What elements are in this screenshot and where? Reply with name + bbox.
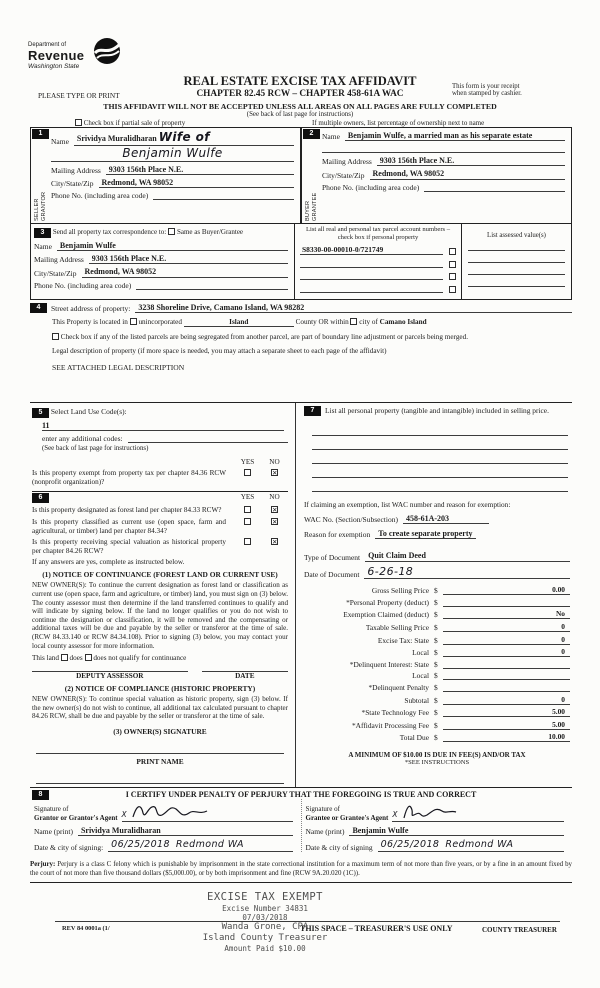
dollar-sign: $ [434,733,438,743]
right-column [296,403,572,788]
seller-mailing-label: Mailing Address [51,165,101,175]
segregated-row [52,333,572,341]
fee-row-excise-state [304,635,570,645]
partial-sale-label: Check box if partial sale of property [83,119,186,127]
dollar-sign: $ [434,610,438,620]
parcel-line-2 [300,259,443,268]
fee-label: *Delinquent Interest: State [349,659,429,669]
parcel-line-4 [300,284,443,293]
assessed-values-box [462,224,572,300]
stamp-treasurer-title: Island County Treasurer [202,933,328,944]
logo-state-text: Washington State [28,63,80,70]
buyer-side-word1: BUYER [304,200,311,221]
reason-value: To create separate property [375,529,475,539]
fee-value [443,683,570,692]
pp-line-2 [312,436,568,450]
doc-type-label: Type of Document [304,552,361,562]
fee-value: No [443,609,570,619]
current-use-question-text: Is this property classified as current use (open space, farm and agricultural, or timber) land per chapter 84.34? [32,517,226,535]
grantee-date-city-value [378,840,564,852]
parties-row [30,127,572,224]
corr-name-value: Benjamin Wulfe [57,241,288,251]
grantor-name-print-value: Srividya Muralidharan [78,826,293,836]
fee-row-delinq-local [304,671,570,680]
fee-value: 10.00 [443,732,570,742]
box6-yn-header [234,493,288,503]
dollar-sign: $ [434,586,438,596]
land-use-code-value: 11 [42,421,284,431]
main-columns [30,402,572,788]
unincorporated-checkbox [130,318,137,325]
fee-value [443,671,570,680]
box5-yn-header [32,458,288,466]
personal-property-label: List all personal property (tangible and intangible) included in selling price. [325,406,549,415]
buyer-phone-value [424,183,565,192]
stamp-treasurer-name: Wanda Grone, CPA [221,922,309,933]
county-treasurer-label: COUNTY TREASURER [482,926,557,934]
fee-value: 0.00 [443,585,570,595]
doc-date-label: Date of Document [304,570,360,580]
street-address-value: 3238 Shoreline Drive, Camano Island, WA 98282 [135,303,356,313]
fee-row-penalty [304,683,570,692]
q2-no-checkbox: ✕ [272,517,278,526]
accept-notice: THIS AFFIDAVIT WILL NOT BE ACCEPTED UNLESS ALL AREAS ON ALL PAGES ARE FULLY COMPLETED [103,102,497,111]
buyer-phone-label: Phone No. (including area code) [322,182,420,192]
logo-revenue-text: Revenue [28,48,85,63]
box6-no-header: NO [269,493,280,502]
segregated-checkbox [52,333,59,340]
parcel-3-checkbox [449,273,456,280]
tax-correspondence-box [30,224,295,300]
print-name-line [36,773,284,784]
print-name-title: PRINT NAME [136,757,184,767]
corr-mailing-label: Mailing Address [34,255,84,265]
grantor-name-print-label: Name (print) [34,827,73,837]
seller-name-label: Name [51,136,69,146]
section-3-badge: 3 [34,228,51,238]
fee-label: *Affidavit Processing Fee [351,720,429,730]
buyer-name-value: Benjamin Wulfe, a married man as his separate estate [345,131,565,141]
logo-dept-text: Department of [28,42,67,48]
seller-side-label [33,144,48,221]
wac-intro: If claiming an exemption, list WAC number and reason for exemption: [304,500,511,509]
form-rev-number: REV 84 0001a (1/ [62,925,110,932]
wac-value: 458-61A-203 [403,514,490,524]
parcel-numbers-header: List all real and personal tax parcel account numbers – check box if personal property [305,226,451,241]
seller-name-typed: Srividya Muralidharan [76,134,157,143]
dollar-sign: $ [434,597,438,607]
same-as-buyer-label: Same as Buyer/Grantee [176,228,244,236]
current-use-question [32,518,288,535]
q1-yes-cell [234,506,261,515]
street-address-label: Street address of property: [51,304,131,314]
fee-label: Local [412,648,429,658]
notice-continuance-title: (1) NOTICE OF CONTINUANCE (FOREST LAND OR CURRENT USE) [42,570,278,580]
fee-label: Exemption Claimed (deduct) [343,610,429,620]
pp-line-3 [312,450,568,464]
unincorporated-label: unincorporated [138,318,182,327]
does-not-label: does not qualify for continuance [93,654,187,663]
partial-sale-row [75,119,185,127]
certification-section [30,787,572,852]
legal-description-value: SEE ATTACHED LEGAL DESCRIPTION [52,363,185,373]
additional-codes-value [128,434,288,443]
buyer-csz-label: City/State/Zip [322,170,365,180]
dollar-sign: $ [434,635,438,645]
buyer-name-label: Name [322,132,340,142]
stamp-exempt-line: EXCISE TAX EXEMPT [207,891,323,903]
revenue-swoosh-icon [92,36,122,66]
fee-row-subtotal [304,695,570,705]
q1-yes-checkbox [244,506,251,513]
corr-csz-label: City/State/Zip [34,268,77,278]
grantor-signature-line [122,801,293,822]
located-in-label: This Property is located in [52,318,128,327]
section-2-badge: 2 [303,129,320,139]
does-checkbox [61,654,68,661]
grantor-city-handwriting: Redmond WA [175,839,244,851]
stamp-date: 07/03/2018 [242,912,288,922]
section-4-badge: 4 [30,303,47,313]
grantor-sig-label [34,805,118,822]
buyer-mailing-label: Mailing Address [322,157,372,167]
grantee-sig-label [306,805,389,822]
wac-label: WAC No. (Section/Subsection) [304,515,398,525]
seller-csz-value: Redmond, WA 98052 [99,178,295,188]
chapter-line: CHAPTER 82.45 RCW – CHAPTER 458-61A WAC [196,89,404,99]
buyer-mailing-value: 9303 156th Place N.E. [377,156,565,166]
q2-no-cell [261,518,288,535]
perjury-text: Perjury is a class C felony which is punishable by imprisonment in the state correctional institution for a maximum term of not more than five years, or by a fine in an amount fixed by the court of not more than five thousand dollars ($5,000.00), or by both imprisonment and fine (RCW 9A.20.020 (1C)). [30,861,572,877]
treasurer-stamp [160,891,370,953]
correspondence-parcels-row [30,224,572,300]
notice-compliance-body: NEW OWNER(S): To continue special valuation as historic property, sign (3) below. If the new owner(s) do not wish to continue, all additional tax calculated pursuant to chapter 84.26 RCW, shall be due and payable by the seller or transferor at the time of sale. [32,695,288,721]
grantee-date-city-label: Date & city of signing [305,843,373,853]
buyer-side-label [304,144,319,221]
receipt-note-line2: when stamped by cashier. [452,90,522,97]
exempt-question-row [32,469,288,486]
owners-signature-line [36,743,284,754]
fee-row-personal [304,598,570,607]
box6-yes-header: YES [240,493,255,502]
fee-label: Gross Selling Price [371,586,429,596]
dollar-sign: $ [434,720,438,730]
grantor-x-mark: X [121,810,128,819]
dollar-sign: $ [434,671,438,681]
q3-no-cell [261,538,288,555]
fee-value: 0 [443,647,570,657]
treasurer-space-label: THIS SPACE – TREASURER'S USE ONLY [300,924,453,933]
property-address-section [30,300,572,372]
seller-name-handwriting1: Wife of [158,130,210,144]
exempt-yes-checkbox [244,469,251,476]
grantee-signature-line [392,801,564,822]
legal-description-label: Legal description of property (if more space is needed, you may attach a separate sheet to each page of the affidavit) [52,347,387,356]
parcel-number-value: S8330-00-00010-0/721749 [300,245,443,255]
grantee-sig-label-line2: Grantee or Grantee's Agent [305,813,389,822]
box5-no-header: NO [269,458,280,466]
grantor-date-city-value [108,840,292,852]
additional-codes-label: enter any additional codes: [42,434,123,443]
q1-no-cell [261,506,288,515]
city-value: Camano Island [379,318,427,327]
fee-label: *State Technology Fee [361,708,429,718]
grantor-date-handwriting: 06/25/2018 [111,839,170,851]
fee-value [443,660,570,669]
corr-name-label: Name [34,242,52,252]
certify-statement: I CERTIFY UNDER PENALTY OF PERJURY THAT THE FOREGOING IS TRUE AND CORRECT [125,790,477,799]
q3-no-checkbox: ✕ [272,538,278,547]
perjury-lead: Perjury: [30,861,56,868]
fee-row-exemption [304,609,570,619]
seller-csz-label: City/State/Zip [51,178,94,188]
fee-value: 5.00 [443,720,570,730]
fee-label: Subtotal [404,695,429,705]
notice-continuance-body: NEW OWNER(S): To continue the current designation as forest land or classification as current use (open space, farm and agriculture, or timber) land, you must sign on (3) below. The county assessor must then determine if the land transferred continues to qualify and will indicate by signing below. If the land no longer qualifies or you do not wish to continue the designation or classification, it will be removed and the compensating or additional taxes will be due and payable by the seller or transferor at the time of sale. (RCW 84.33.140 or RCW 84.34.108). Prior to signing (3) below, you may contact your local county assessor for more information. [32,581,288,650]
parcel-2-checkbox [449,261,456,268]
send-correspondence-label: Send all property tax correspondence to: [52,228,167,236]
grantee-signature-block [301,799,573,852]
q2-yes-cell [234,518,261,535]
section-8-badge: 8 [32,790,49,800]
dollar-sign: $ [434,659,438,669]
grantee-sig-label-line1: Signature of [305,805,340,814]
grantee-name-print-value: Benjamin Wulfe [349,826,564,836]
grantee-date-handwriting: 06/25/2018 [380,839,440,851]
land-use-label: Select Land Use Code(s): [50,407,127,416]
county-or-within-label: County OR within [295,318,349,327]
fee-value: 0 [443,622,570,632]
form-title: REAL ESTATE EXCISE TAX AFFIDAVIT [183,74,417,88]
this-land-label: This land [32,654,59,663]
seller-side-word1: SELLER [33,198,40,221]
buyer-grantee-box [301,127,572,224]
q3-yes-checkbox [244,538,251,545]
grantor-sig-label-line2: Grantor or Grantor's Agent [34,813,118,822]
pp-line-5 [312,478,568,492]
receipt-note [452,83,567,97]
county-value: Island [184,318,294,327]
corr-mailing-value: 9303 156th Place N.E. [89,254,288,264]
city-of-checkbox [350,318,357,325]
notice-compliance-title: (2) NOTICE OF COMPLIANCE (HISTORIC PROPERTY) [64,684,256,694]
fee-row-delinq-state [304,660,570,669]
fee-row-taxable [304,622,570,632]
parcel-numbers-box [295,224,462,300]
q1-no-checkbox: ✕ [272,506,278,515]
parcel-4-checkbox [449,286,456,293]
left-column [30,403,296,788]
grantor-signature-scribble [129,801,215,821]
see-back-note: (See back of last page for instructions) [246,111,354,118]
doc-date-handwriting: 6-26-18 [367,564,414,578]
parcel-1-checkbox [449,248,456,255]
fee-label: Taxable Selling Price [365,622,429,632]
does-not-checkbox [85,654,92,661]
minimum-due-note: A MINIMUM OF $10.00 IS DUE IN FEE(S) AND/OR TAX [348,751,526,760]
fee-value: 5.00 [443,707,570,717]
dollar-sign: $ [434,622,438,632]
fee-row-processing-fee [304,720,570,730]
property-located-row [52,318,572,327]
buyer-name-line2 [322,144,565,153]
fee-row-total-due [304,732,570,742]
forest-land-question-text: Is this property designated as forest land per chapter 84.33 RCW? [32,506,222,515]
fee-label: Excise Tax: State [377,635,429,645]
owners-signature-title: (3) OWNER(S) SIGNATURE [113,727,207,737]
fee-row-excise-local [304,647,570,657]
historical-question-text: Is this property receiving special valuation as historical property per chapter 84.26 RCW? [32,538,226,555]
pp-line-1 [312,422,568,436]
please-type-note: PLEASE TYPE OR PRINT [38,91,120,100]
dollar-sign: $ [434,695,438,705]
exempt-no-cell [261,469,288,486]
forest-land-question [32,506,288,515]
assessed-line-3 [468,263,565,275]
assessed-values-header: List assessed value(s) [487,232,546,239]
seller-grantor-box [30,127,301,224]
buyer-side-word2: GRANTEE [311,192,318,221]
seller-phone-label: Phone No. (including area code) [51,190,149,200]
parcel-line-3 [300,271,443,280]
seller-phone-value [153,191,294,200]
exempt-no-checkbox: ✕ [272,469,278,477]
exempt-yes-cell [234,469,261,486]
assessor-sig-labels [32,672,288,680]
fee-label: Local [412,671,429,681]
fee-row-tech-fee [304,707,570,717]
q2-yes-checkbox [244,518,251,525]
seller-name-value [74,131,294,146]
box5-yes-header: YES [240,458,255,466]
stamp-amount-paid: Amount Paid $10.00 [224,944,306,954]
partial-sale-checkbox [75,119,82,126]
street-address-line-extra [357,312,572,313]
land-qualify-row [32,654,288,662]
section-1-badge: 1 [32,129,49,139]
see-instructions-note: *SEE INSTRUCTIONS [404,759,470,767]
grantee-city-handwriting: Redmond WA [445,839,514,851]
q3-yes-cell [234,538,261,555]
corr-phone-label: Phone No. (including area code) [34,280,132,290]
fee-value: 0 [443,695,570,705]
grantee-x-mark: X [392,810,398,819]
reason-label: Reason for exemption [304,530,371,540]
fee-label: Total Due [399,733,429,743]
pp-line-4 [312,464,568,478]
grantor-signature-block [30,799,301,852]
seller-name-line2 [51,147,294,162]
corr-csz-value: Redmond, WA 98052 [82,267,289,277]
seller-name-handwriting2: Benjamin Wulfe [122,145,223,160]
seller-side-word2: GRANTOR [40,191,47,221]
deputy-assessor-label: DEPUTY ASSESSOR [76,672,144,681]
grantee-name-print-label: Name (print) [305,827,345,837]
fees-table [304,585,570,742]
stamp-excise-number: Excise Number 34831 [222,903,308,913]
perjury-note [30,861,572,883]
section-7-badge: 7 [304,406,321,416]
assessed-line-1 [468,239,565,251]
fee-value [443,598,570,607]
dollar-sign: $ [434,648,438,658]
dor-logo [28,42,84,70]
dollar-sign: $ [434,682,438,692]
receipt-note-line1: This form is your receipt [452,83,520,90]
exempt-question-text: Is this property exempt from property tax per chapter 84.36 RCW (nonprofit organization)? [32,469,226,486]
section-5-badge: 5 [32,408,49,418]
same-as-buyer-checkbox [168,228,175,235]
corr-phone-value [136,281,288,290]
fee-row-gross [304,585,570,595]
grantee-signature-scribble [400,801,460,821]
segregated-label: Check box if any of the listed parcels are being segregated from another parcel, are part of boundary line adjustment or parcels being merged. [60,333,468,342]
box5-see-back: (See back of last page for instructions) [42,445,149,452]
if-yes-note: If any answers are yes, complete as instructed below. [32,558,185,567]
assessed-line-2 [468,251,565,263]
seller-mailing-value: 9303 156th Place N.E. [106,165,294,175]
section-6-badge: 6 [32,493,49,503]
city-of-label: city of [359,318,378,327]
fee-label: *Delinquent Penalty [368,682,429,692]
fee-label: *Personal Property (deduct) [346,597,429,607]
grantor-sig-label-line1: Signature of [34,805,69,814]
fee-value: 0 [443,635,570,645]
dollar-sign: $ [434,708,438,718]
doc-type-value: Quit Claim Deed [365,551,570,561]
historical-question [32,538,288,555]
buyer-csz-value: Redmond, WA 98052 [370,169,566,179]
doc-date-value [364,566,570,580]
does-label: does [69,654,83,663]
grantor-date-city-label: Date & city of signing: [34,843,104,853]
assessor-date-label: DATE [235,672,255,681]
multiple-owners-note: If multiple owners, list percentage of ownership next to name [312,119,485,127]
assessed-line-4 [468,275,565,287]
